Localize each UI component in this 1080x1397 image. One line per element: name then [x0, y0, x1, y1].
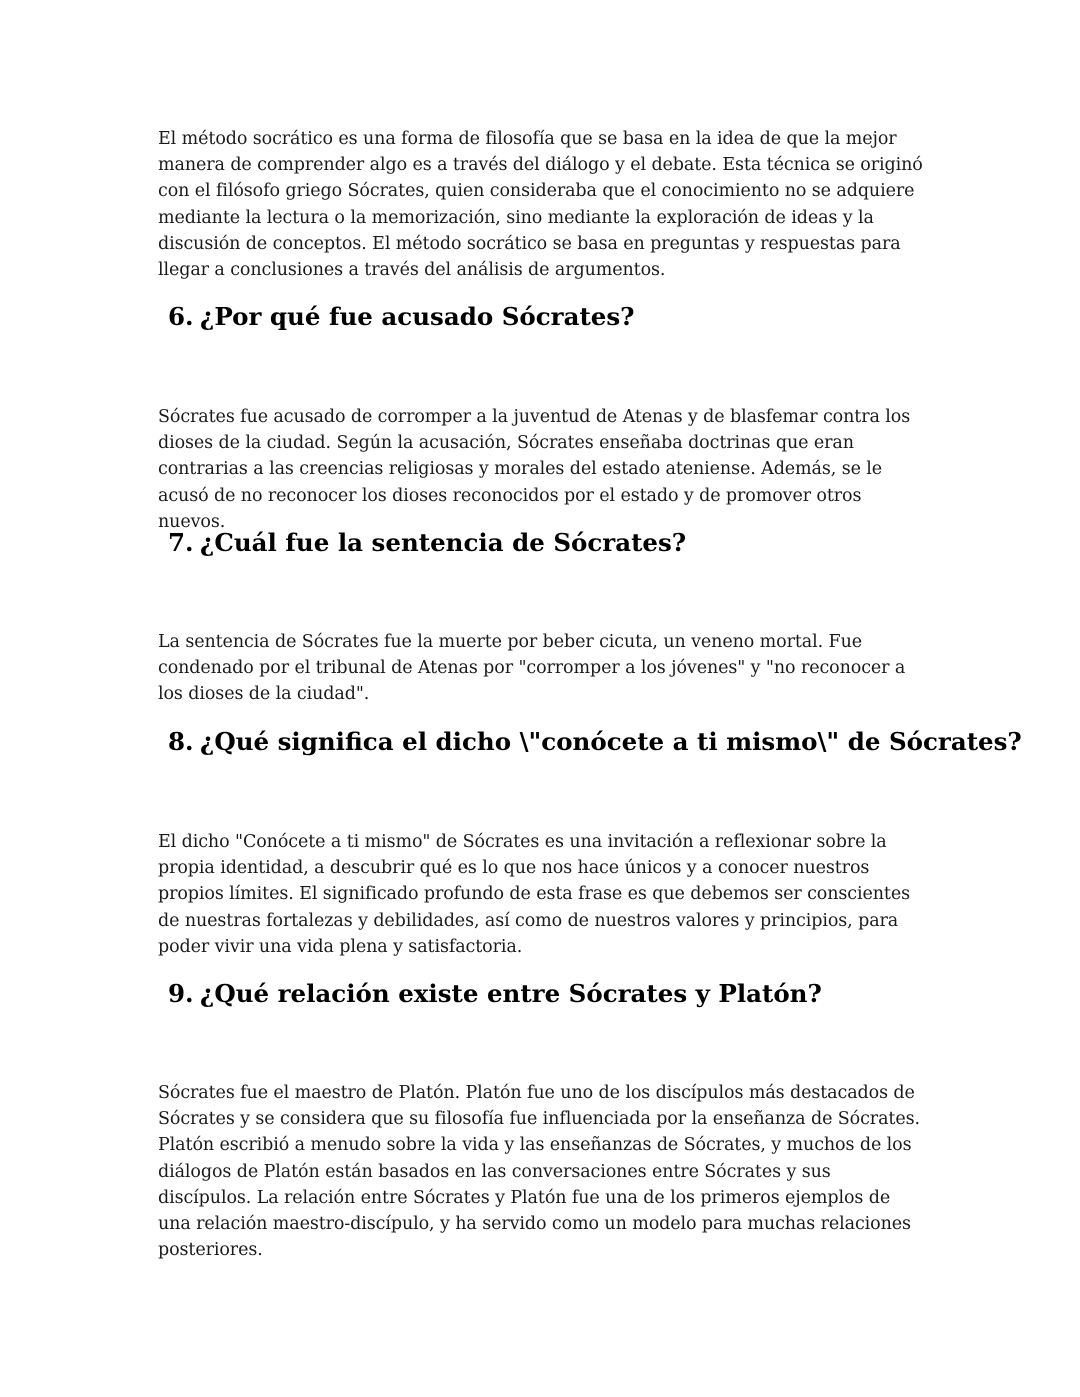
section-7-heading — [168, 528, 968, 558]
section-8-question: ¿Qué significa el dicho \"conócete a ti mismo\" de Sócrates? — [200, 727, 1022, 756]
section-7-question: ¿Cuál fue la sentencia de Sócrates? — [200, 528, 687, 557]
section-6-heading — [168, 302, 968, 332]
section-6-answer: Sócrates fue acusado de corromper a la juventud de Atenas y de blasfemar contra los dioses de la ciudad. Según la acusación, Sócrates enseñaba doctrinas que eran contrarias a las creencias religiosas y morales del estado ateniense. Además, se le acusó de no reconocer los dioses reconocidos por el estado y de promover otros nuevos. — [158, 407, 911, 532]
section-6-number: 6. — [168, 302, 194, 331]
section-9-heading — [168, 979, 968, 1009]
section-7-number: 7. — [168, 528, 194, 557]
section-9-number: 9. — [168, 979, 194, 1008]
section-9-question: ¿Qué relación existe entre Sócrates y Platón? — [200, 979, 822, 1008]
section-7-answer: La sentencia de Sócrates fue la muerte por beber cicuta, un veneno mortal. Fue condenado por el tribunal de Atenas por "corromper a los jóvenes" y "no reconocer a los dioses de la ciudad". — [158, 632, 906, 705]
section-8-answer: El dicho "Conócete a ti mismo" de Sócrates es una invitación a reflexionar sobre la propia identidad, a descubrir qué es lo que nos hace únicos y a conocer nuestros propios límites. El significado profundo de esta frase es que debemos ser conscientes de nuestras fortalezas y debilidades, así como de nuestros valores y principios, para poder vivir una vida plena y satisfactoria. — [158, 832, 910, 957]
section-6-question: ¿Por qué fue acusado Sócrates? — [200, 302, 635, 331]
section-8-number: 8. — [168, 727, 194, 756]
section-9-answer: Sócrates fue el maestro de Platón. Platón fue uno de los discípulos más destacados de Sócrates y se considera que su filosofía fue influenciada por la enseñanza de Sócrates. Platón escribió a menudo sobre la vida y las enseñanzas de Sócrates, y muchos de los diálogos de Platón están basados en las conversaciones entre Sócrates y sus discípulos. La relación entre Sócrates y Platón fue una de los primeros ejemplos de una relación maestro-discípulo, y ha servido como un modelo para muchas relaciones posteriores. — [158, 1083, 920, 1261]
section-8-heading — [168, 727, 1022, 757]
intro-paragraph: El método socrático es una forma de filosofía que se basa en la idea de que la mejor manera de comprender algo es a través del diálogo y el debate. Esta técnica se originó con el filósofo griego Sócrates, quien consideraba que el conocimiento no se adquiere mediante la lectura o la memorización, sino mediante la exploración de ideas y la discusión de conceptos. El método socrático se basa en preguntas y respuestas para llegar a conclusiones a través del análisis de argumentos. — [158, 129, 923, 281]
